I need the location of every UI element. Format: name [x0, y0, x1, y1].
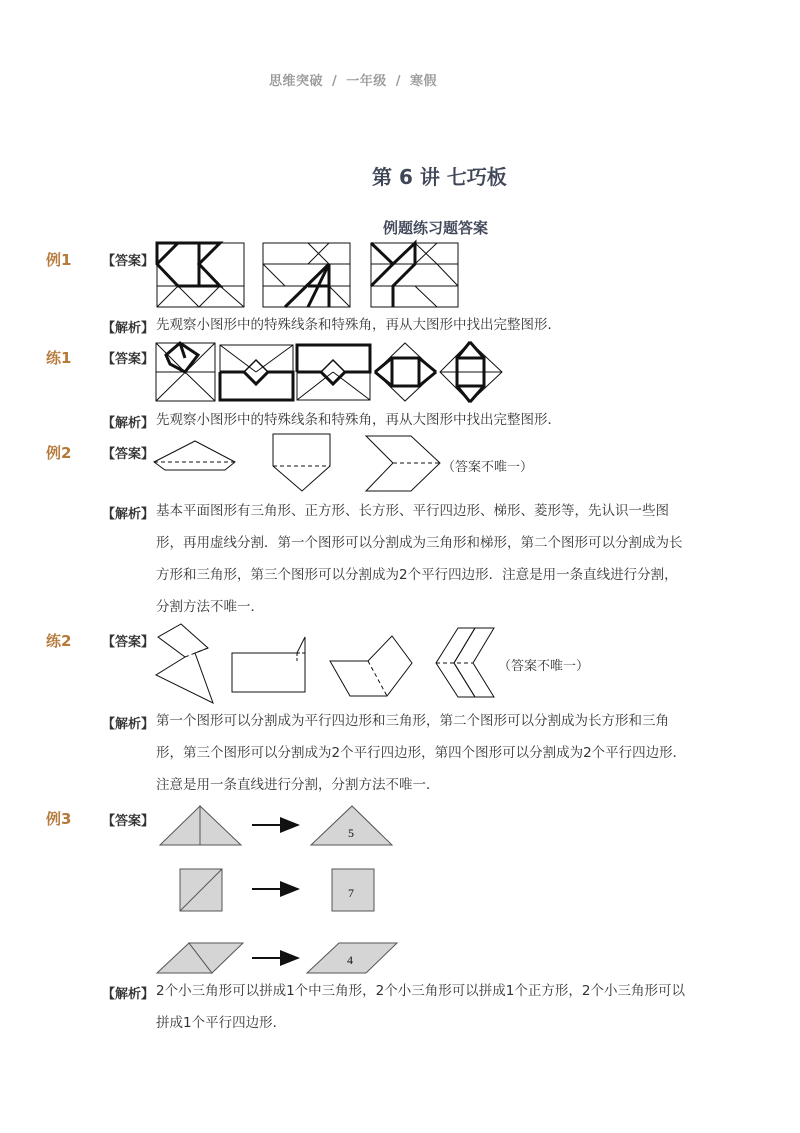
- analysis-tag: 【解析】: [102, 416, 155, 431]
- question-label-ex3: 例3: [46, 810, 72, 828]
- result-number: 5: [348, 826, 354, 840]
- analysis-text: 基本平面图形有三角形、正方形、长方形、平行四边形、梯形、菱形等，先认识一些图: [156, 503, 669, 519]
- analysis-text: 先观察小图形中的特殊线条和特殊角，再从大图形中找出完整图形．: [156, 317, 561, 333]
- analysis-text: 分割方法不唯一．: [156, 599, 264, 615]
- analysis-tag: 【解析】: [102, 507, 155, 522]
- answer-tag: 【答案】: [102, 254, 155, 269]
- analysis-tag: 【解析】: [102, 987, 155, 1002]
- answer-note: （答案不唯一）: [442, 460, 534, 475]
- page-title: 第 6 讲 七巧板: [372, 165, 507, 189]
- header-term: 寒假: [410, 74, 438, 89]
- question-label-ex2: 例2: [46, 444, 72, 462]
- page-subtitle: 例题练习题答案: [383, 219, 489, 237]
- header-grade: 一年级: [346, 74, 387, 89]
- header-series: 思维突破: [269, 74, 324, 89]
- analysis-text: 形，再用虚线分割．第一个图形可以分割成为三角形和梯形，第二个图形可以分割成为长: [156, 535, 683, 551]
- header-separator: /: [395, 74, 402, 89]
- analysis-text: 注意是用一条直线进行分割，分割方法不唯一．: [156, 777, 440, 793]
- source-pieces: [160, 806, 241, 845]
- result-number: 7: [348, 886, 354, 900]
- source-pieces: [157, 943, 243, 973]
- analysis-tag: 【解析】: [102, 321, 155, 336]
- source-pieces: [180, 869, 222, 911]
- answer-tag: 【答案】: [102, 635, 155, 650]
- result-number: 4: [347, 953, 353, 967]
- answer-note: （答案不唯一）: [498, 659, 590, 674]
- analysis-text: 先观察小图形中的特殊线条和特殊角，再从大图形中找出完整图形．: [156, 412, 561, 428]
- analysis-text: 形，第三个图形可以分割成为2个平行四边形，第四个图形可以分割成为2个平行四边形．: [156, 745, 687, 761]
- analysis-text: 方形和三角形，第三个图形可以分割成为2个平行四边形．注意是用一条直线进行分割，: [156, 567, 678, 583]
- analysis-text: 2个小三角形可以拼成1个中三角形，2个小三角形可以拼成1个正方形，2个小三角形可以: [156, 983, 685, 999]
- answer-tag: 【答案】: [102, 814, 155, 829]
- answer-tag: 【答案】: [102, 447, 155, 462]
- answer-tag: 【答案】: [102, 352, 155, 367]
- question-label-pr2: 练2: [46, 632, 72, 650]
- header-separator: /: [332, 74, 338, 89]
- analysis-text: 拼成1个平行四边形．: [156, 1015, 287, 1031]
- question-label-pr1: 练1: [46, 349, 72, 367]
- question-label-ex1: 例1: [46, 251, 72, 269]
- analysis-tag: 【解析】: [102, 717, 155, 732]
- analysis-text: 第一个图形可以分割成为平行四边形和三角形，第二个图形可以分割成为长方形和三角: [156, 713, 669, 729]
